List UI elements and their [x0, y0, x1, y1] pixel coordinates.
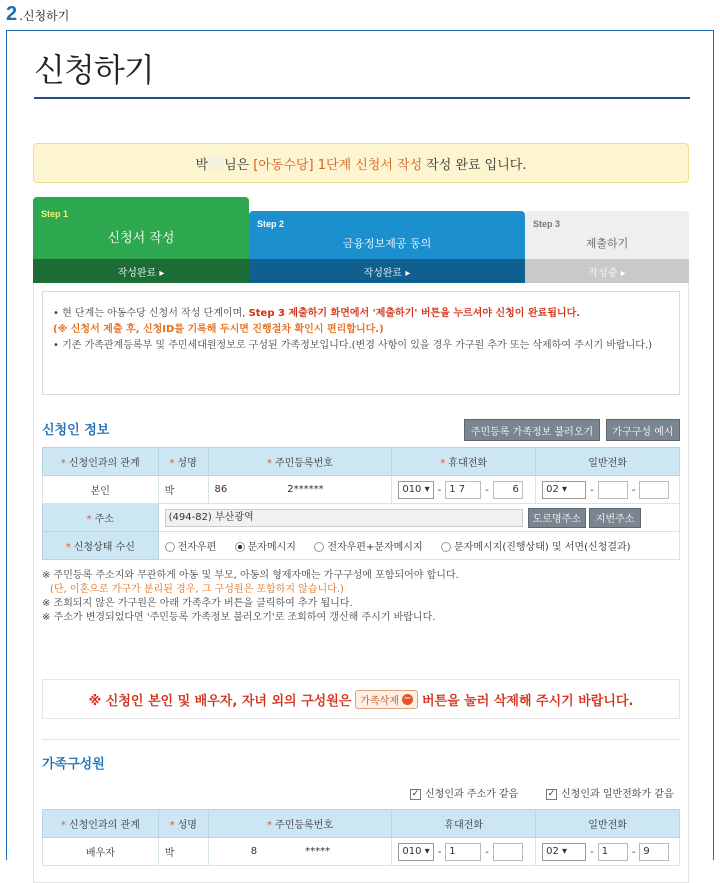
name-cell: 박 [158, 476, 208, 504]
radio-sms[interactable] [235, 542, 245, 552]
phone-prefix-select[interactable]: 02 ▾ [542, 481, 586, 499]
phone-prefix-select[interactable]: 02 ▾ [542, 843, 586, 861]
info-line-1 [53, 306, 669, 322]
load-family-info-button[interactable]: 주민등록 가족정보 불러오기 [464, 419, 600, 441]
step-2-name: 금융정보제공 동의 [342, 237, 432, 250]
completion-notice [33, 143, 689, 183]
col-rrn: * 주민등록번호 [208, 448, 392, 476]
family-section-title: 가족구성원 [42, 757, 105, 772]
info-line-2: (※ 신청서 제출 후, 신청ID를 기록해 두시면 진행절차 확인시 편리합니다.) [53, 324, 384, 335]
family-header-row [43, 810, 680, 838]
address-field[interactable]: (494-82) 부산광역 [165, 509, 523, 527]
mobile-mid-input[interactable]: 1 [445, 843, 481, 861]
step-3-status: 작성중 ▸ [525, 259, 689, 283]
step-2-label: Step 2 [257, 219, 285, 229]
name-cell: 박 [158, 838, 208, 866]
minus-icon: − [403, 692, 412, 704]
masked-text [209, 156, 223, 170]
phone-last-input[interactable] [639, 481, 669, 499]
radio-email[interactable] [165, 542, 175, 552]
section-heading [6, 4, 69, 24]
col-rrn: * 주민등록번호 [208, 810, 392, 838]
address-cell [158, 504, 679, 532]
delete-alert [42, 679, 680, 719]
mobile-cell: 010 ▾ - 1 7 - 6 [392, 476, 536, 504]
info-line-1a: • 현 단계는 아동수당 신청서 작성 단계이며, [53, 308, 246, 319]
radio-email-sms-label: 전자우편+문자메시지 [327, 542, 423, 553]
applicant-section-title: 신청인 정보 [42, 423, 110, 438]
col-mobile: 휴대전화 [392, 810, 536, 838]
info-line-1b: Step 3 제출하기 화면에서 '제출하기' 버튼을 누르셔야 신청이 완료됩니다. [248, 308, 581, 319]
step-2-tab[interactable] [249, 211, 525, 283]
mobile-cell: 010 ▾ - 1 - [392, 838, 536, 866]
checkbox-checked-icon: ✓ [411, 788, 420, 799]
step-3-label: Step 3 [533, 219, 561, 229]
radio-email-label: 전자우편 [177, 542, 217, 553]
road-address-button[interactable]: 도로명주소 [528, 508, 586, 528]
info-line-3: • 기존 가족관계등록부 및 주민세대원정보로 구성된 가족정보입니다.(변경 사항이 있을 경우 가구원 추가 또는 삭제하여 주시기 바랍니다.) [53, 340, 653, 351]
radio-sms-paper-label: 문자메시지(진행상태) 및 서면(신청결과) [454, 542, 631, 553]
table-row [43, 476, 680, 504]
note-2: (단, 이혼으로 가구가 분리된 경우, 그 구성원은 포함하지 않습니다.) [50, 584, 344, 595]
relation-cell: 배우자 [43, 838, 159, 866]
title-divider [34, 97, 690, 99]
mobile-mid-input[interactable]: 1 7 [445, 481, 481, 499]
phone-mid-input[interactable] [598, 481, 628, 499]
household-example-button[interactable]: 가구구성 예시 [606, 419, 680, 441]
col-relation: * 신청인과의 관계 [43, 810, 159, 838]
receive-cell [158, 532, 679, 560]
phone-last-input[interactable]: 9 [639, 843, 669, 861]
col-phone: 일반전화 [536, 810, 680, 838]
address-header: * 주소 [43, 504, 159, 532]
info-box [42, 291, 680, 395]
step-1-label: Step 1 [41, 209, 69, 219]
step-1-name: 신청서 작성 [107, 231, 175, 246]
lot-address-button[interactable]: 지번주소 [589, 508, 641, 528]
applicant-table [42, 447, 680, 560]
alert-suffix: 버튼을 눌러 삭제해 주시기 바랍니다. [421, 693, 634, 709]
same-phone-checkbox[interactable]: ✓ 신청인과 일반전화가 같음 [547, 788, 674, 800]
note-1: ※ 주민등록 주소지와 무관하게 아동 및 부모, 아동의 형제자매는 가구구성에 포함되어야 합니다. [42, 570, 459, 581]
phone-mid-input[interactable]: 1 [598, 843, 628, 861]
receive-header: * 신청상태 수신 [43, 532, 159, 560]
household-notes [42, 569, 459, 625]
relation-cell: 본인 [43, 476, 159, 504]
notice-suffix: 작성 완료 입니다. [426, 157, 527, 173]
apply-frame [6, 30, 714, 860]
table-row [43, 838, 680, 866]
step-2-status: 작성완료 ▸ [249, 259, 525, 283]
checkbox-checked-icon: ✓ [547, 788, 556, 799]
note-4: ※ 주소가 변경되었다면 '주민등록 가족정보 불러오기'로 조회하여 갱신해 주시기 바랍니다. [42, 612, 436, 623]
col-name: * 성명 [158, 448, 208, 476]
family-delete-pill: 가족삭제 − [355, 690, 418, 709]
rrn-cell: 8 ***** [208, 838, 392, 866]
page-title: 신청하기 [34, 51, 154, 89]
radio-email-sms[interactable] [314, 542, 324, 552]
phone-cell: 02 ▾ - - [536, 476, 680, 504]
mobile-prefix-select[interactable]: 010 ▾ [398, 843, 433, 861]
col-mobile: * 휴대전화 [392, 448, 536, 476]
step-tabs [33, 197, 689, 283]
family-table [42, 809, 680, 866]
section-label: .신청하기 [19, 9, 70, 23]
col-phone: 일반전화 [536, 448, 680, 476]
rrn-cell: 86 2****** [208, 476, 392, 504]
step-3-tab[interactable] [525, 211, 689, 283]
form-panel [33, 283, 689, 883]
notice-highlight: [아동수당] 1단계 신청서 작성 [253, 157, 423, 173]
alert-prefix: ※ 신청인 본인 및 배우자, 자녀 외의 구성원은 [88, 693, 352, 709]
step-3-name: 제출하기 [585, 237, 629, 250]
applicant-header-row [43, 448, 680, 476]
mobile-last-input[interactable]: 6 [493, 481, 523, 499]
notice-name: 박 [195, 157, 209, 173]
section-number: 2 [6, 3, 18, 25]
address-row [43, 504, 680, 532]
same-address-checkbox[interactable]: ✓ 신청인과 주소가 같음 [411, 788, 519, 800]
col-relation: * 신청인과의 관계 [43, 448, 159, 476]
radio-sms-paper[interactable] [441, 542, 451, 552]
step-1-status: 작성완료 ▸ [33, 259, 249, 283]
notice-mid: 님은 [224, 157, 250, 173]
mobile-prefix-select[interactable]: 010 ▾ [398, 481, 433, 499]
receive-row [43, 532, 680, 560]
radio-sms-label: 문자메시지 [247, 542, 296, 553]
note-3: ※ 조회되지 않은 가구원은 아래 가족추가 버튼을 클릭하여 추가 됩니다. [42, 598, 353, 609]
section-divider [42, 739, 680, 740]
mobile-last-input[interactable] [493, 843, 523, 861]
phone-cell: 02 ▾ - 1 - 9 [536, 838, 680, 866]
step-1-tab[interactable] [33, 197, 249, 283]
col-name: * 성명 [158, 810, 208, 838]
